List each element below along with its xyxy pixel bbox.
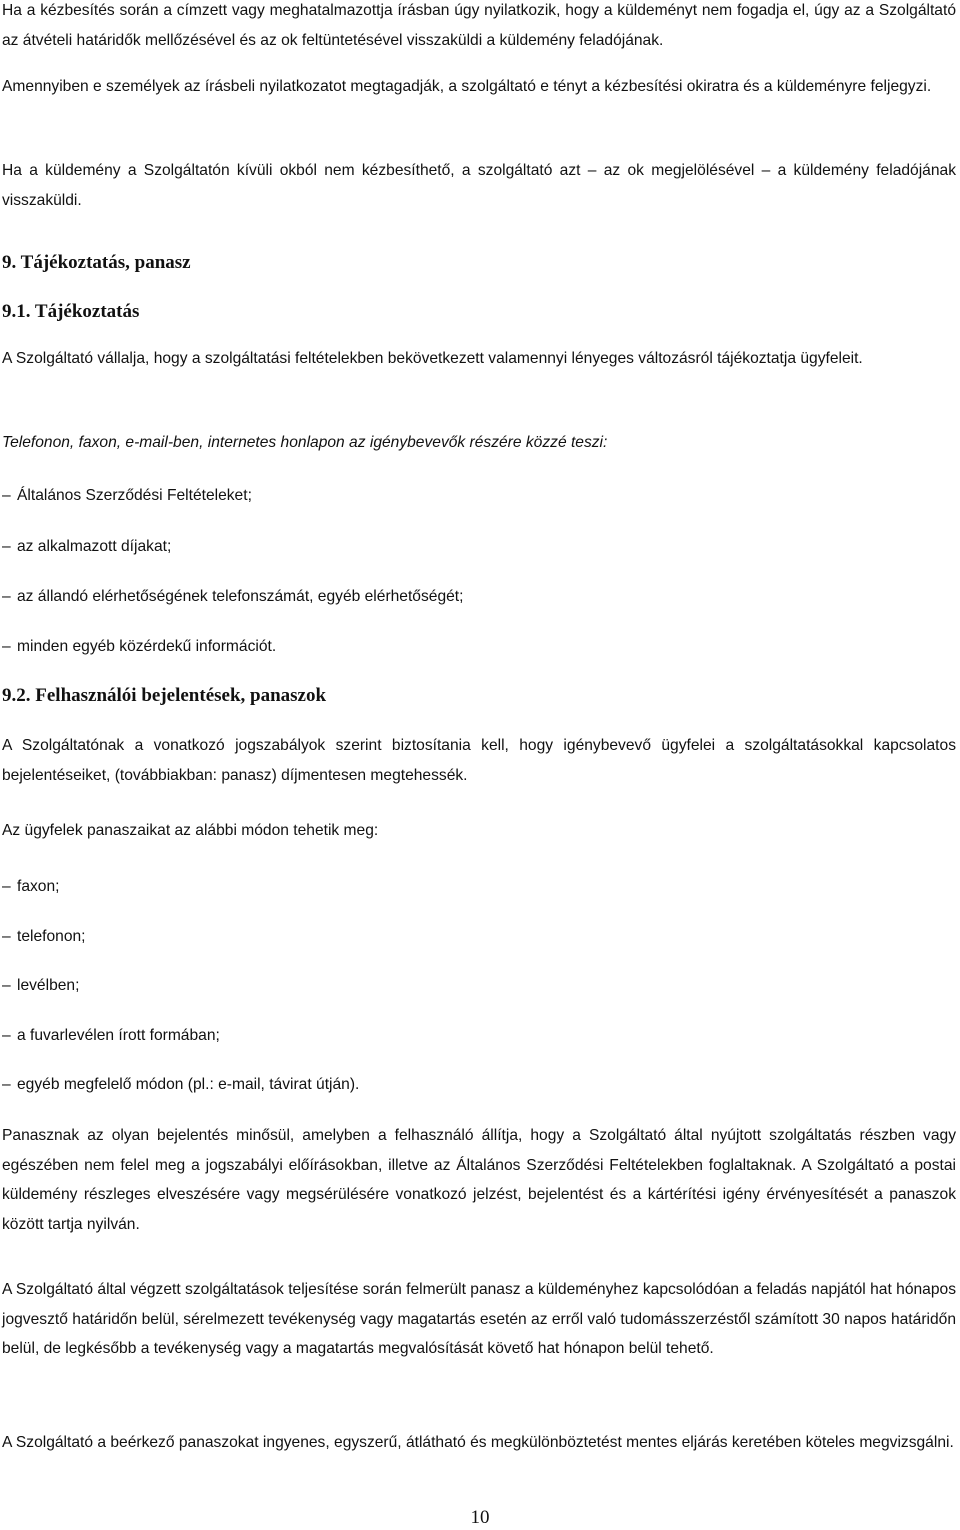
list-item-publish — [2, 484, 252, 508]
list-item-complaint — [2, 974, 79, 998]
paragraph-undeliverable: Ha a küldemény a Szolgáltatón kívüli okból nem kézbesíthető, a szolgáltató azt – az ok megjelölésével – a küldemény feladójának visszaküldi. — [2, 162, 956, 209]
paragraph-complaint-methods: Az ügyfelek panaszaikat az alábbi módon tehetik meg: — [2, 822, 379, 839]
dash-bullet: – — [2, 878, 11, 895]
list-item-text: minden egyéb közérdekű információt. — [17, 638, 277, 655]
list-item-complaint — [2, 875, 59, 899]
list-item-text: telefonon; — [17, 928, 86, 945]
list-item-publish — [2, 585, 463, 609]
dash-bullet: – — [2, 487, 11, 504]
list-item-complaint — [2, 1073, 359, 1097]
heading-section-9-1: 9.1. Tájékoztatás — [2, 301, 140, 322]
paragraph-delivery-refusal: Ha a kézbesítés során a címzett vagy meghatalmazottja írásban úgy nyilatkozik, hogy a küldeményt nem fogadja el, úgy az a Szolgáltató az átvételi határidők mellőzésével és az ok feltüntetésével visszaküldi a küldemény feladójának. — [2, 2, 956, 49]
dash-bullet: – — [2, 977, 11, 994]
list-item-text: Általános Szerződési Feltételeket; — [17, 487, 252, 504]
list-item-text: az alkalmazott díjakat; — [17, 538, 172, 555]
list-item-text: levélben; — [17, 977, 80, 994]
dash-bullet: – — [2, 588, 11, 605]
list-item-complaint — [2, 1024, 220, 1048]
paragraph-complaint-deadline: A Szolgáltató által végzett szolgáltatások teljesítése során felmerült panasz a küldeményhez kapcsolódóan a feladás napjától hat hónapos jogvesztő határidőn belül, sérelmezett tevékenység vagy magatartás esetén az erről való tudomásszerzéstől számított 30 napos határidőn belül, de legkésőbb a tevékenység vagy a magatartás megvalósítását követő hat hónapon belül tehető. — [2, 1281, 956, 1357]
paragraph-publish-channels: Telefonon, faxon, e-mail-ben, internetes honlapon az igénybevevők részére közzé teszi: — [2, 434, 608, 451]
dash-bullet: – — [2, 1076, 11, 1093]
dash-bullet: – — [2, 638, 11, 655]
paragraph-complaint-right: A Szolgáltatónak a vonatkozó jogszabályok szerint biztosítania kell, hogy igénybevevő ügyfelei a szolgáltatásokkal kapcsolatos bejelentéseiket, (továbbiakban: panasz) díjmentesen megtehessék. — [2, 737, 956, 784]
list-item-publish — [2, 635, 276, 659]
dash-bullet: – — [2, 538, 11, 555]
heading-section-9: 9. Tájékoztatás, panasz — [2, 252, 191, 273]
dash-bullet: – — [2, 1027, 11, 1044]
paragraph-complaint-definition: Panasznak az olyan bejelentés minősül, amelyben a felhasználó állítja, hogy a Szolgáltató által nyújtott szolgáltatás részben vagy egészében nem felel meg a jogszabályi előírásokban, illetve az Általános Szerződési Feltételekben foglaltaknak. A Szolgáltató a postai küldemény részleges elveszésére vagy megsérülésére vonatkozó jelzést, bejelentést és a kártérítési igény érvényesítését a panaszok között tartja nyilván. — [2, 1127, 956, 1233]
list-item-text: az állandó elérhetőségének telefonszámát, egyéb elérhetőségét; — [17, 588, 464, 605]
dash-bullet: – — [2, 928, 11, 945]
list-item-publish — [2, 535, 171, 559]
list-item-text: egyéb megfelelő módon (pl.: e-mail, távirat útján). — [17, 1076, 360, 1093]
list-item-text: faxon; — [17, 878, 60, 895]
paragraph-complaint-procedure: A Szolgáltató a beérkező panaszokat ingyenes, egyszerű, átlátható és megkülönböztetést mentes eljárás keretében köteles megvizsgálni. — [2, 1434, 954, 1451]
paragraph-information: A Szolgáltató vállalja, hogy a szolgáltatási feltételekben bekövetkezett valamennyi lényeges változásról tájékoztatja ügyfeleit. — [2, 350, 863, 367]
list-item-text: a fuvarlevélen írott formában; — [17, 1027, 220, 1044]
list-item-complaint — [2, 925, 86, 949]
page-number: 10 — [470, 1507, 490, 1528]
heading-section-9-2: 9.2. Felhasználói bejelentések, panaszok — [2, 685, 327, 706]
paragraph-refuse-statement: Amennyiben e személyek az írásbeli nyilatkozatot megtagadják, a szolgáltató e tényt a kézbesítési okiratra és a küldeményre feljegyzi. — [2, 78, 932, 95]
